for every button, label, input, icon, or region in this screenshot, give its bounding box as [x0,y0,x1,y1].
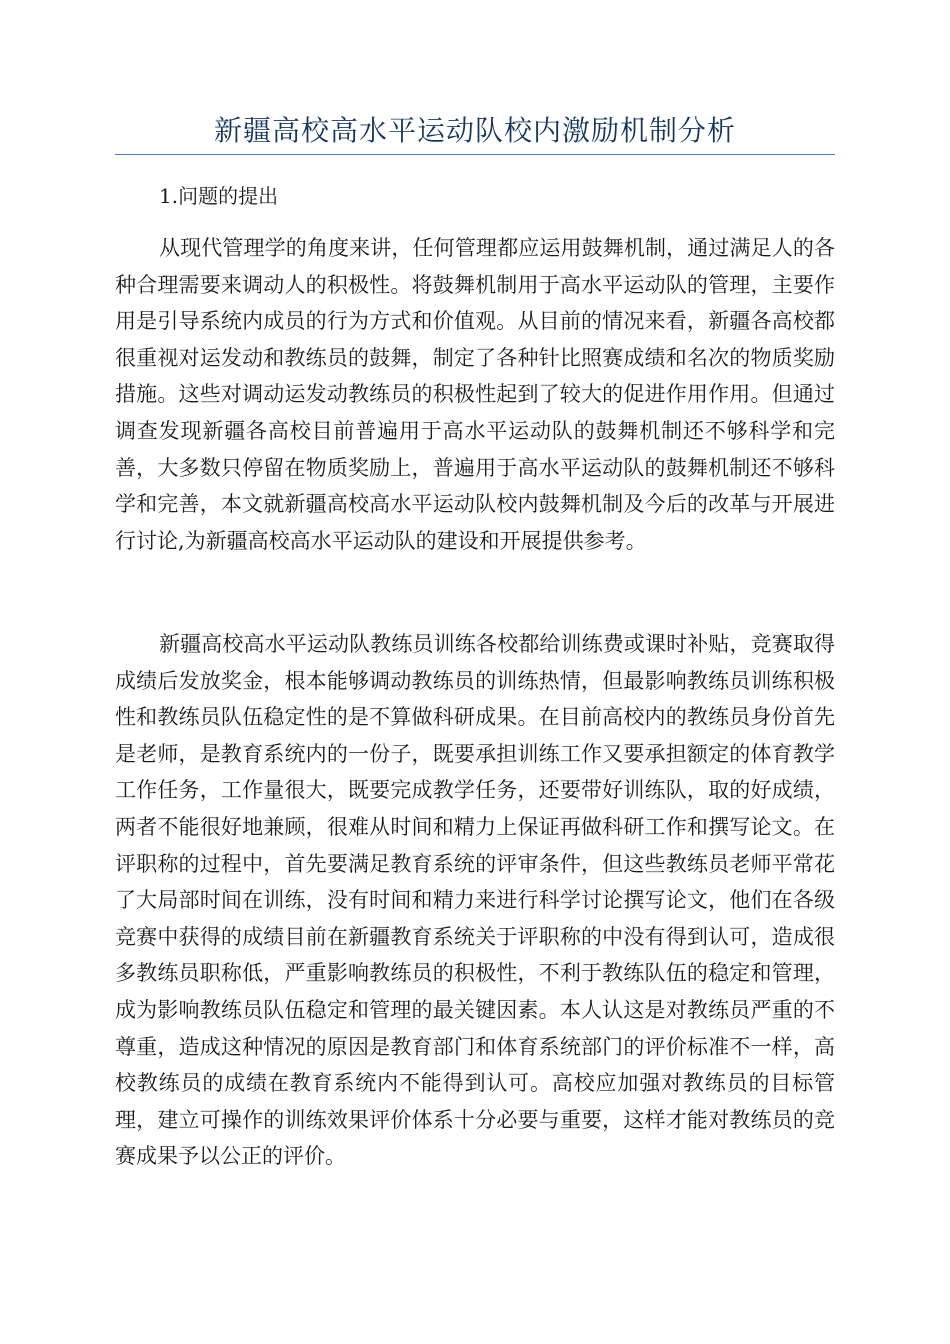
paragraph-2: 新疆高校高水平运动队教练员训练各校都给训练费或课时补贴，竞赛取得成绩后发放奖金，根本能够调动教练员的训练热情，但最影响教练员训练积极性和教练员队伍稳定性的是不算做科研成果。在目前高校内的教练员身份首先是老师，是教育系统内的一份子，既要承担训练工作又要承担额定的体育教学工作任务，工作量很大，既要完成教学任务，还要带好训练队，取的好成绩，两者不能很好地兼顾，很难从时间和精力上保证再做科研工作和撰写论文。在评职称的过程中，首先要满足教育系统的评审条件，但这些教练员老师平常花了大局部时间在训练，没有时间和精力来进行科学讨论撰写论文，他们在各级竞赛中获得的成绩目前在新疆教育系统关于评职称的中没有得到认可，造成很多教练员职称低，严重影响教练员的积极性，不利于教练队伍的稳定和管理，成为影响教练员队伍稳定和管理的最关键因素。本人认这是对教练员严重的不尊重，造成这种情况的原因是教育部门和体育系统部门的评价标准不一样，高校教练员的成绩在教育系统内不能得到认可。高校应加强对教练员的目标管理，建立可操作的训练效果评价体系十分必要与重要，这样才能对教练员的竞赛成果予以公正的评价。 [115,632,835,1169]
section-heading: 1.问题的提出 [159,184,279,208]
title-block [115,108,835,155]
paragraph-1: 从现代管理学的角度来讲，任何管理都应运用鼓舞机制，通过满足人的各种合理需要来调动人的积极性。将鼓舞机制用于高水平运动队的管理，主要作用是引导系统内成员的行为方式和价值观。从目前的情况来看，新疆各高校都很重视对运发动和教练员的鼓舞，制定了各种针比照赛成绩和名次的物质奖励措施。这些对调动运发动教练员的积极性起到了较大的促进作用作用。但通过调查发现新疆各高校目前普遍用于高水平运动队的鼓舞机制还不够科学和完善，大多数只停留在物质奖励上，普遍用于高水平运动队的鼓舞机制还不够科学和完善，本文就新疆高校高水平运动队校内鼓舞机制及今后的改革与开展进行讨论,为新疆高校高水平运动队的建设和开展提供参考。 [115,236,835,553]
document-title: 新疆高校高水平运动队校内激励机制分析 [213,114,736,147]
